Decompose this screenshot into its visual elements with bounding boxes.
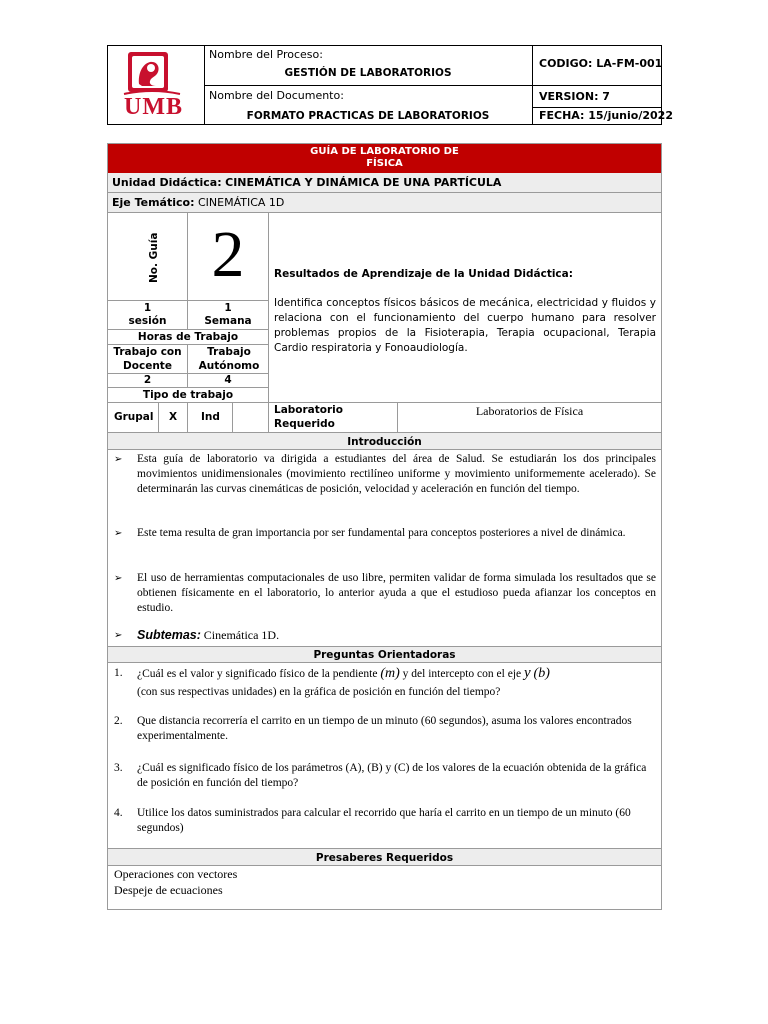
subtopics: ➢ Subtemas: Cinemática 1D. — [114, 628, 280, 642]
sessions: 1 sesión — [128, 302, 167, 327]
group-mark: X — [168, 411, 178, 423]
arrow-bullet-icon: ➢ — [114, 528, 123, 539]
prerequisites-title: Presaberes Requeridos — [108, 848, 661, 866]
arrow-bullet-icon: ➢ — [114, 630, 123, 641]
axis-value: CINEMÁTICA 1D — [197, 196, 285, 209]
arrow-bullet-icon: ➢ — [114, 454, 123, 465]
autonomous-work-label: Trabajo Autónomo — [198, 346, 260, 372]
unit-value: CINEMÁTICA Y DINÁMICA DE UNA PARTÍCULA — [225, 176, 502, 189]
document-label: Nombre del Documento: — [209, 89, 344, 102]
arrow-bullet-icon: ➢ — [114, 573, 123, 584]
intro-bullet-2: ➢ Este tema resulta de gran importancia por ser fundamental para conceptos posteriores a nivel de dinámica. — [114, 527, 626, 539]
logo-text: UMB — [124, 94, 183, 120]
intro-bullet-3: ➢ El uso de herramientas computacionales de uso libre, permiten validar de forma simulada los resultados que se obtienen físicamente en el laboratorio, lo anterior ayuda a que el estudioso pueda afianzar los conceptos en estudio. — [114, 572, 656, 614]
question-4: 4. Utilice los datos suministrados para calcular el recorrido que haría el carrito en un tiempo de un minuto (60 segundos) — [114, 807, 631, 834]
guide-number: 2 — [211, 218, 245, 291]
question-3: 3. ¿Cuál es significado físico de los parámetros (A), (B) y (C) de los valores de la ecuación obtenida de la gráfica de posición en función del tiempo? — [114, 762, 647, 789]
prerequisite-item: Despeje de ecuaciones — [114, 883, 223, 897]
document-value: FORMATO PRACTICAS DE LABORATORIOS — [246, 110, 490, 122]
guiding-questions-title: Preguntas Orientadoras — [108, 646, 661, 663]
guide-title-bar — [108, 144, 661, 173]
didactic-unit-row — [108, 173, 661, 193]
document-date: FECHA: 15/junio/2022 — [539, 109, 673, 122]
axis-label: Eje Temático: — [112, 196, 195, 209]
guide-number-label: No. Guía — [148, 232, 160, 283]
unit-label: Unidad Didáctica: — [112, 176, 222, 189]
work-hours-label: Horas de Trabajo — [137, 331, 239, 343]
lab-required-label: Laboratorio Requerido — [274, 404, 343, 430]
process-label: Nombre del Proceso: — [209, 48, 323, 61]
introduction-title: Introducción — [108, 432, 661, 450]
guide-title-line1: GUÍA DE LABORATORIO DE — [310, 146, 459, 157]
individual-label: Ind — [201, 411, 220, 423]
work-type-label: Tipo de trabajo — [142, 389, 234, 401]
group-label: Grupal — [114, 411, 154, 423]
document-version: VERSION: 7 — [539, 90, 610, 103]
process-value: GESTIÓN DE LABORATORIOS — [284, 67, 452, 79]
learning-outcomes-title: Resultados de Aprendizaje de la Unidad Didáctica: — [274, 268, 573, 280]
weeks: 1 Semana — [204, 302, 252, 327]
intro-bullet-1: ➢ Esta guía de laboratorio va dirigida a estudiantes del área de Salud. Se estudiarán los dos principales movimientos unidimensionales (movimiento rectilíneo uniforme y movimiento uniformemente acelerado). Se determinarán las curvas cinemáticas de posición, velocidad y aceleración en función del tiempo. — [114, 453, 656, 495]
teacher-work-label: Trabajo con Docente — [113, 346, 182, 372]
thematic-axis-row — [108, 193, 661, 213]
guide-title-line2: FÍSICA — [366, 158, 403, 169]
question-1: 1. ¿Cuál es el valor y significado físico de la pendiente (m) y del intercepto con el eje y (b) (con sus respectivas unidades) en la gráfica de posición en función del tiempo? — [114, 665, 550, 698]
umb-logo — [112, 50, 200, 122]
teacher-hours: 2 — [143, 374, 152, 386]
learning-outcomes-text: Identifica conceptos físicos básicos de mecánica, electricidad y fluidos y relaciona con el funcionamiento del cuerpo humano para resolver problemas propios de la Fisioterapia, Terapia ocupacional, Terapia Cardio respiratoria y Fonoaudiología. — [274, 297, 656, 354]
prerequisite-item: Operaciones con vectores — [114, 867, 238, 881]
document-code: CODIGO: LA-FM-001 — [539, 57, 663, 70]
lab-required-value: Laboratorios de Física — [475, 404, 584, 418]
question-2: 2. Que distancia recorrería el carrito en un tiempo de un minuto (60 segundos), asuma los valores encontrados experimentalmente. — [114, 715, 632, 742]
autonomous-hours: 4 — [224, 374, 232, 386]
